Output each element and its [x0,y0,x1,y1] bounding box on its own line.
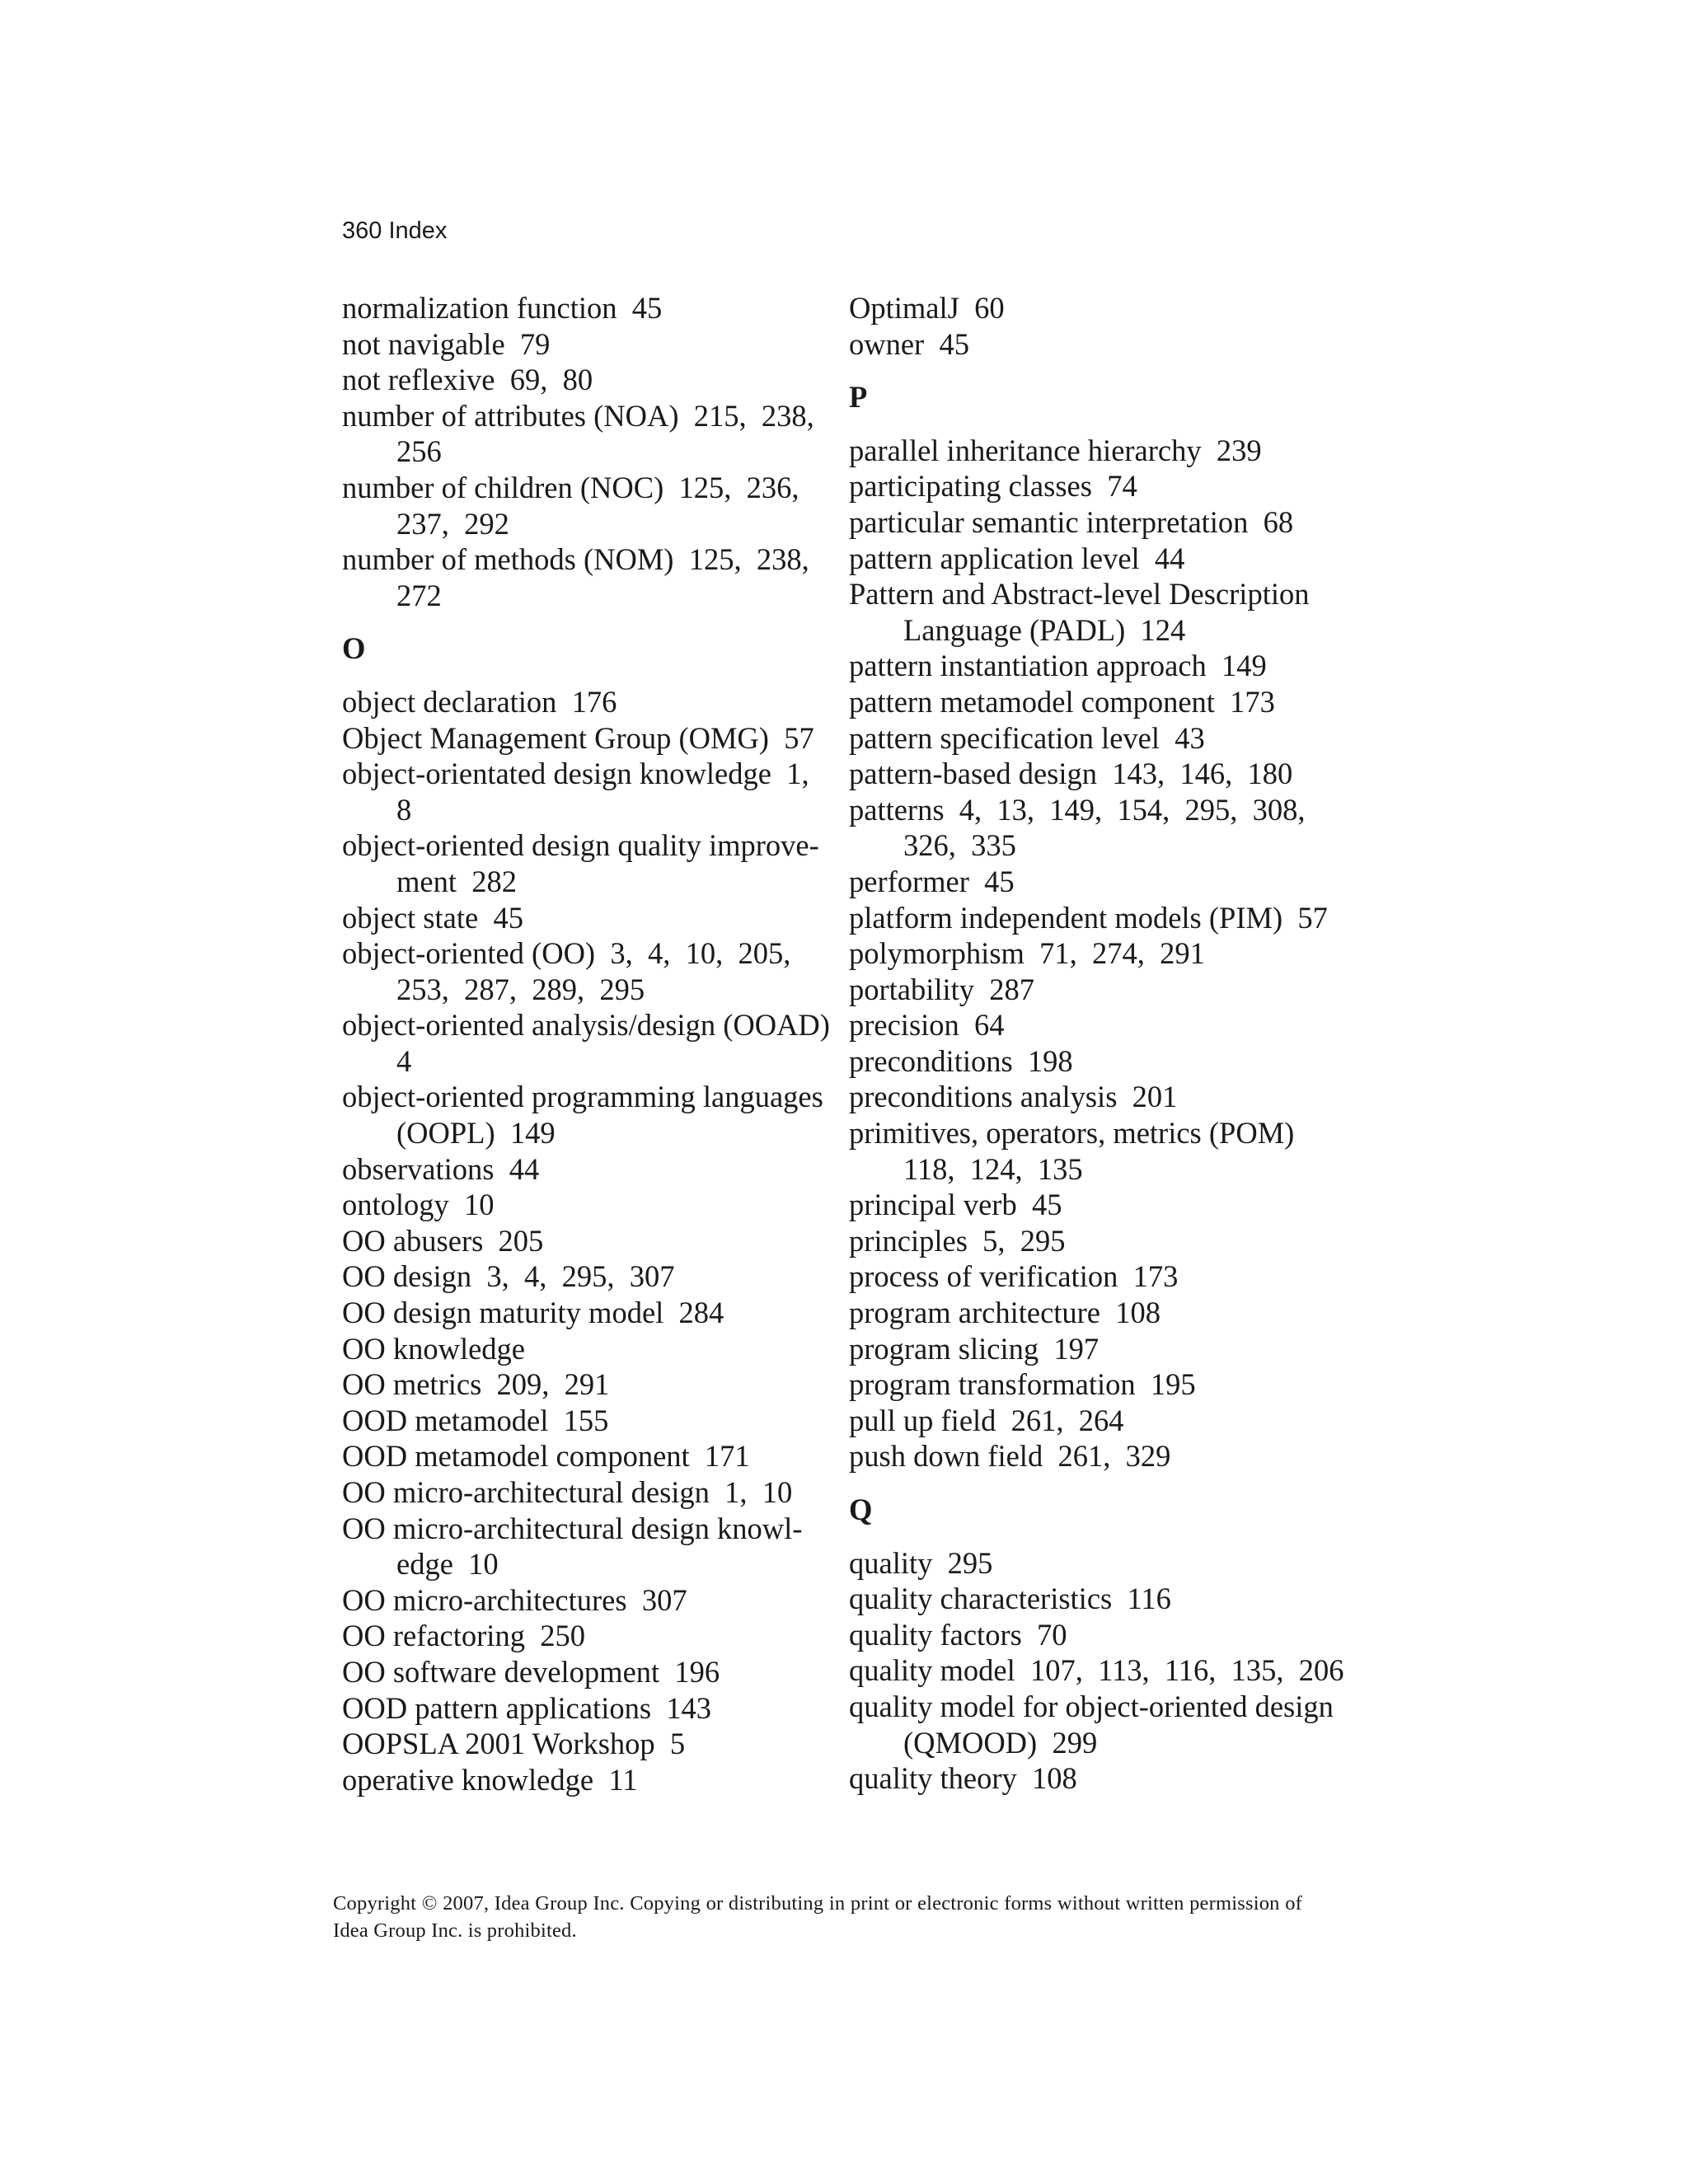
index-entry: polymorphism 71, 274, 291 [849,936,1205,971]
index-entry: not reflexive 69, 80 [342,363,593,397]
index-entry: OO metrics 209, 291 [342,1367,610,1402]
index-entry: precision 64 [849,1008,1005,1043]
index-entry: process of verification 173 [849,1259,1179,1294]
index-entry: OptimalJ 60 [849,291,1005,325]
index-entry: quality 295 [849,1545,993,1580]
section-letter: Q [849,1493,873,1526]
index-entry: object-oriented (OO) 3, 4, 10, 205, 253, 287, 289, 295 [342,936,806,1006]
index-entry: principles 5, 295 [849,1223,1066,1258]
index-entry: Pattern and Abstract-level Description Language (PADL) 124 [849,577,1317,647]
index-entry: participating classes 74 [849,469,1137,504]
index-entry: object-orientated design knowledge 1, 8 [342,757,824,827]
index-entry: ontology 10 [342,1188,495,1222]
index-entry: number of children (NOC) 125, 236, 237, 292 [342,470,814,541]
index-entry: program slicing 197 [849,1331,1100,1366]
index-entry: push down field 261, 329 [849,1439,1171,1474]
index-entry: program architecture 108 [849,1296,1161,1330]
index-entry: Object Management Group (OMG) 57 [342,720,814,755]
running-head: 360 Index [342,218,448,244]
index-entry: preconditions analysis 201 [849,1080,1178,1114]
index-entry: quality model for object-oriented design (QMOOD) 299 [849,1689,1342,1760]
index-entry: portability 287 [849,972,1035,1006]
index-entry: OOD metamodel component 171 [342,1439,750,1474]
index-entry: quality theory 108 [849,1761,1077,1796]
index-entry: quality model 107, 113, 116, 135, 206 [849,1653,1344,1688]
index-entry: OOD metamodel 155 [342,1403,609,1437]
index-entry: pattern application level 44 [849,541,1185,575]
index-entry: object-oriented analysis/design (OOAD) 4 [342,1008,846,1078]
index-entry: pull up field 261, 264 [849,1403,1124,1437]
index-entry: OO abusers 205 [342,1223,544,1258]
section-letter: P [849,380,868,415]
index-entry: number of methods (NOM) 125, 238, 272 [342,542,824,612]
index-entry: platform independent models (PIM) 57 [849,900,1328,935]
index-entry: pattern instantiation approach 149 [849,649,1267,683]
section-letter: O [342,631,366,666]
index-entry: OOPSLA 2001 Workshop 5 [342,1727,686,1761]
index-entry: operative knowledge 11 [342,1762,638,1797]
index-entry: object declaration 176 [342,684,617,719]
index-entry: OO micro-architectural design 1, 10 [342,1475,793,1509]
index-entry: OO design maturity model 284 [342,1296,724,1330]
index-entry: OO software development 196 [342,1654,720,1689]
index-entry: OO micro-architectural design knowl-edge 10 [342,1511,803,1582]
index-entry: pattern specification level 43 [849,720,1205,755]
index-entry: not navigable 79 [342,326,551,361]
index-entry: OOD pattern applications 143 [342,1690,712,1725]
index-entry: parallel inheritance hierarchy 239 [849,433,1262,467]
index-entry: object state 45 [342,900,523,935]
copyright-notice: Copyright © 2007, Idea Group Inc. Copying or distributing in print or electronic forms without written permission of Idea Group Inc. is prohibited. [333,1892,1302,1942]
index-entry: object-oriented design quality improve-ment 282 [342,828,819,898]
index-entry: program transformation 195 [849,1367,1196,1402]
index-entry: OO design 3, 4, 295, 307 [342,1259,675,1294]
index-column-right [849,290,1360,1797]
index-entry: number of attributes (NOA) 215, 238, 256 [342,398,829,469]
index-entry: normalization function 45 [342,291,663,325]
index-entry: pattern metamodel component 173 [849,684,1275,719]
index-entry: OO micro-architectures 307 [342,1582,687,1617]
index-entry: quality characteristics 116 [849,1582,1171,1616]
index-entry: owner 45 [849,326,969,361]
index-entry: principal verb 45 [849,1188,1062,1222]
index-entry: primitives, operators, metrics (POM) 118, 124, 135 [849,1116,1310,1186]
index-entry: preconditions 198 [849,1043,1073,1078]
index-entry: quality factors 70 [849,1617,1067,1652]
index-entry: OO refactoring 250 [342,1619,585,1653]
index-entry: OO knowledge [342,1331,525,1366]
index-entry: particular semantic interpretation 68 [849,504,1294,539]
index-column-left [342,290,846,1797]
index-entry: pattern-based design 143, 146, 180 [849,757,1293,791]
index-entry: performer 45 [849,864,1015,898]
index-entry: observations 44 [342,1151,540,1186]
index-entry: object-oriented programming languages (OOPL) 149 [342,1080,831,1151]
index-entry: patterns 4, 13, 149, 154, 295, 308, 326, 335 [849,792,1320,863]
